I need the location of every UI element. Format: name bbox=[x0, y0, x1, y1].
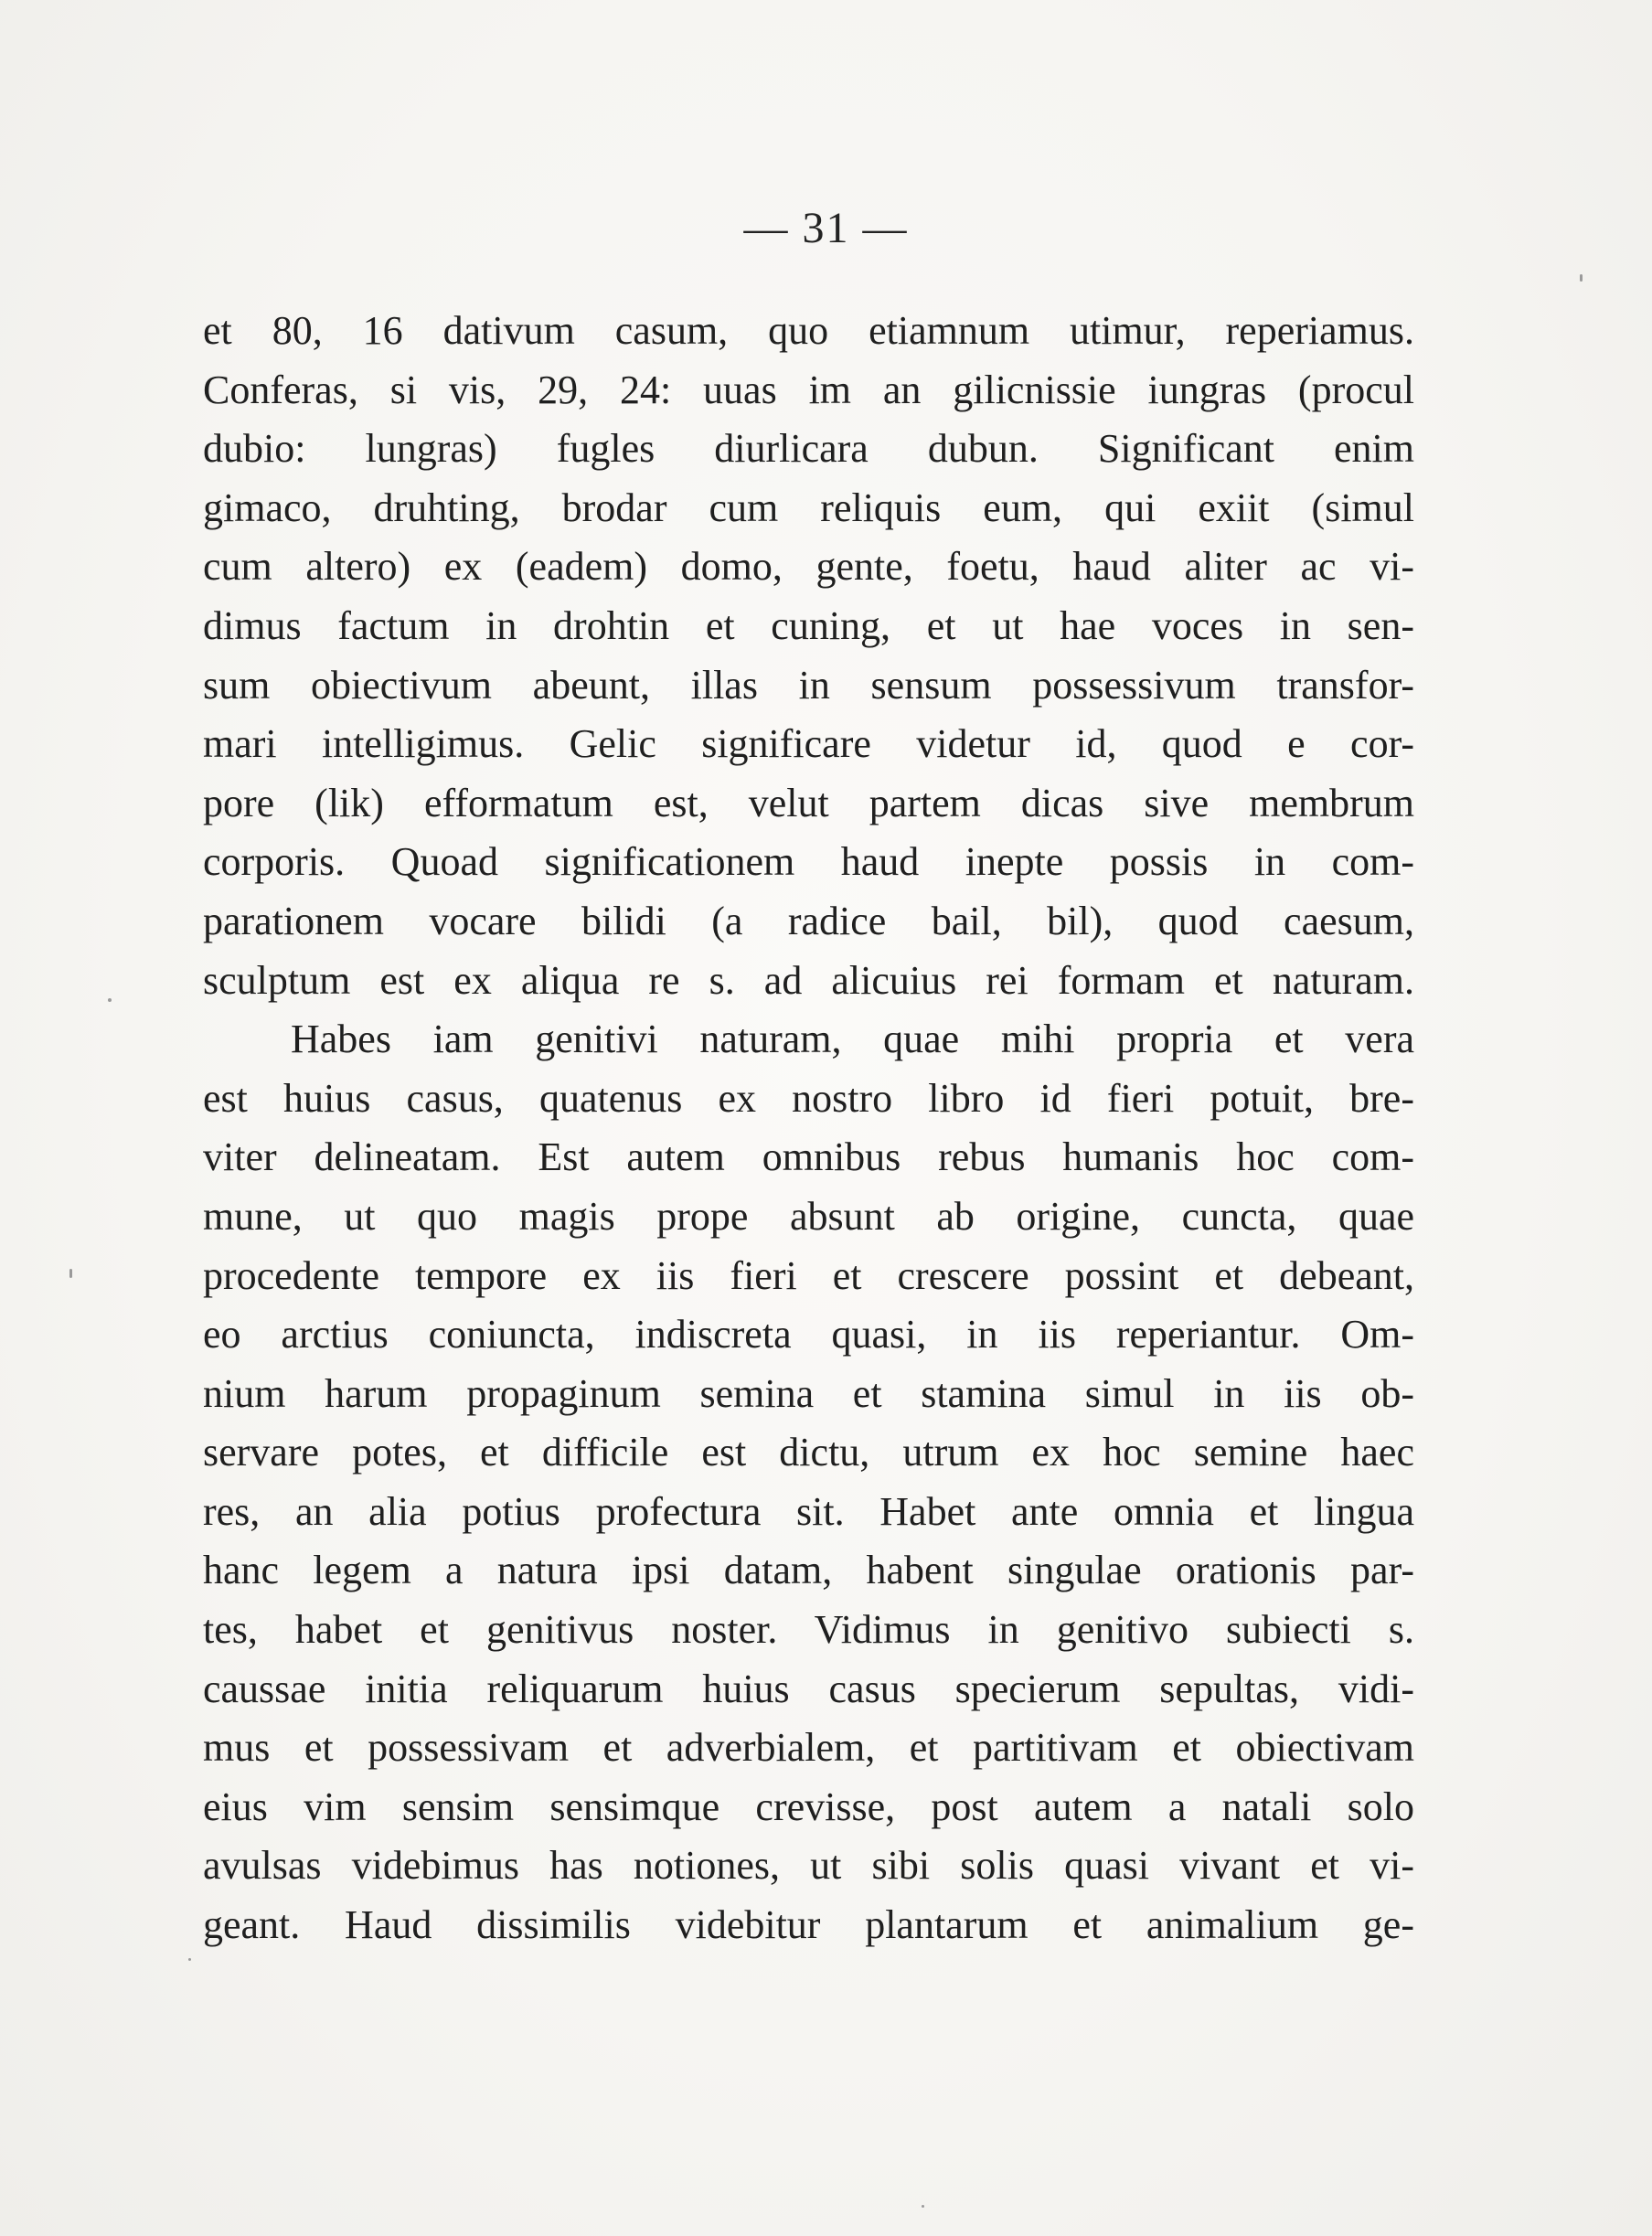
text-line: procedente tempore ex iis fieri et crescere possint et debeant, bbox=[203, 1252, 1414, 1298]
text-line: dimus factum in drohtin et cuning, et ut hae voces in sen- bbox=[203, 602, 1414, 648]
text-line: hanc legem a natura ipsi datam, habent singulae orationis par- bbox=[203, 1548, 1414, 1593]
text-line: dubio: lungras) fugles diurlicara dubun. Significant enim bbox=[203, 426, 1414, 472]
text-line: parationem vocare bilidi (a radice bail, bil), quod caesum, bbox=[203, 898, 1414, 943]
text-line: gimaco, druhting, brodar cum reliquis eum, qui exiit (simul bbox=[203, 484, 1414, 530]
text-line: servare potes, et difficile est dictu, utrum ex hoc semine haec bbox=[203, 1430, 1414, 1475]
text-line: Conferas, si vis, 29, 24: uuas im an gilicnissie iungras (procul bbox=[203, 367, 1414, 412]
text-line: pore (lik) efformatum est, velut partem dicas sive membrum bbox=[203, 780, 1414, 825]
text-line: eo arctius coniuncta, indiscreta quasi, in iis reperiantur. Om- bbox=[203, 1312, 1414, 1358]
text-line: mus et possessivam et adverbialem, et partitivam et obiectivam bbox=[203, 1725, 1414, 1771]
text-line: corporis. Quoad significationem haud inepte possis in com- bbox=[203, 839, 1414, 885]
text-line: tes, habet et genitivus noster. Vidimus in genitivo subiecti s. bbox=[203, 1607, 1414, 1653]
text-line: avulsas videbimus has notiones, ut sibi solis quasi vivant et vi- bbox=[203, 1843, 1414, 1889]
text-line: sculptum est ex aliqua re s. ad alicuius rei formam et naturam. bbox=[203, 957, 1414, 1003]
text-line: cum altero) ex (eadem) domo, gente, foetu, haud aliter ac vi- bbox=[203, 544, 1414, 590]
text-line: res, an alia potius profectura sit. Habet ante omnia et lingua bbox=[203, 1488, 1414, 1534]
paper-speck bbox=[188, 1958, 191, 1961]
text-line: caussae initia reliquarum huius casus specierum sepultas, vidi- bbox=[203, 1666, 1414, 1711]
paragraph-start-line: Habes iam genitivi naturam, quae mihi propria et vera bbox=[291, 1017, 1414, 1062]
text-line: nium harum propaginum semina et stamina simul in iis ob- bbox=[203, 1370, 1414, 1416]
text-line: viter delineatam. Est autem omnibus rebus humanis hoc com- bbox=[203, 1134, 1414, 1180]
text-line: est huius casus, quatenus ex nostro libro id fieri potuit, bre- bbox=[203, 1075, 1414, 1121]
paper-speck bbox=[1580, 274, 1583, 282]
paper-speck bbox=[108, 998, 112, 1002]
text-line: eius vim sensim sensimque crevisse, post autem a natali solo bbox=[203, 1783, 1414, 1829]
text-line: mari intelligimus. Gelic significare videtur id, quod e cor- bbox=[203, 721, 1414, 767]
body-text bbox=[203, 302, 1414, 1955]
text-line: et 80, 16 dativum casum, quo etiamnum utimur, reperiamus. bbox=[203, 308, 1414, 353]
text-line: sum obiectivum abeunt, illas in sensum possessivum transfor- bbox=[203, 662, 1414, 708]
text-line: geant. Haud dissimilis videbitur plantarum et animalium ge- bbox=[203, 1902, 1414, 1948]
paper-speck bbox=[922, 2205, 924, 2208]
page-number: — 31 — bbox=[743, 204, 909, 252]
text-line: mune, ut quo magis prope absunt ab origine, cuncta, quae bbox=[203, 1193, 1414, 1239]
paper-speck bbox=[69, 1269, 72, 1278]
